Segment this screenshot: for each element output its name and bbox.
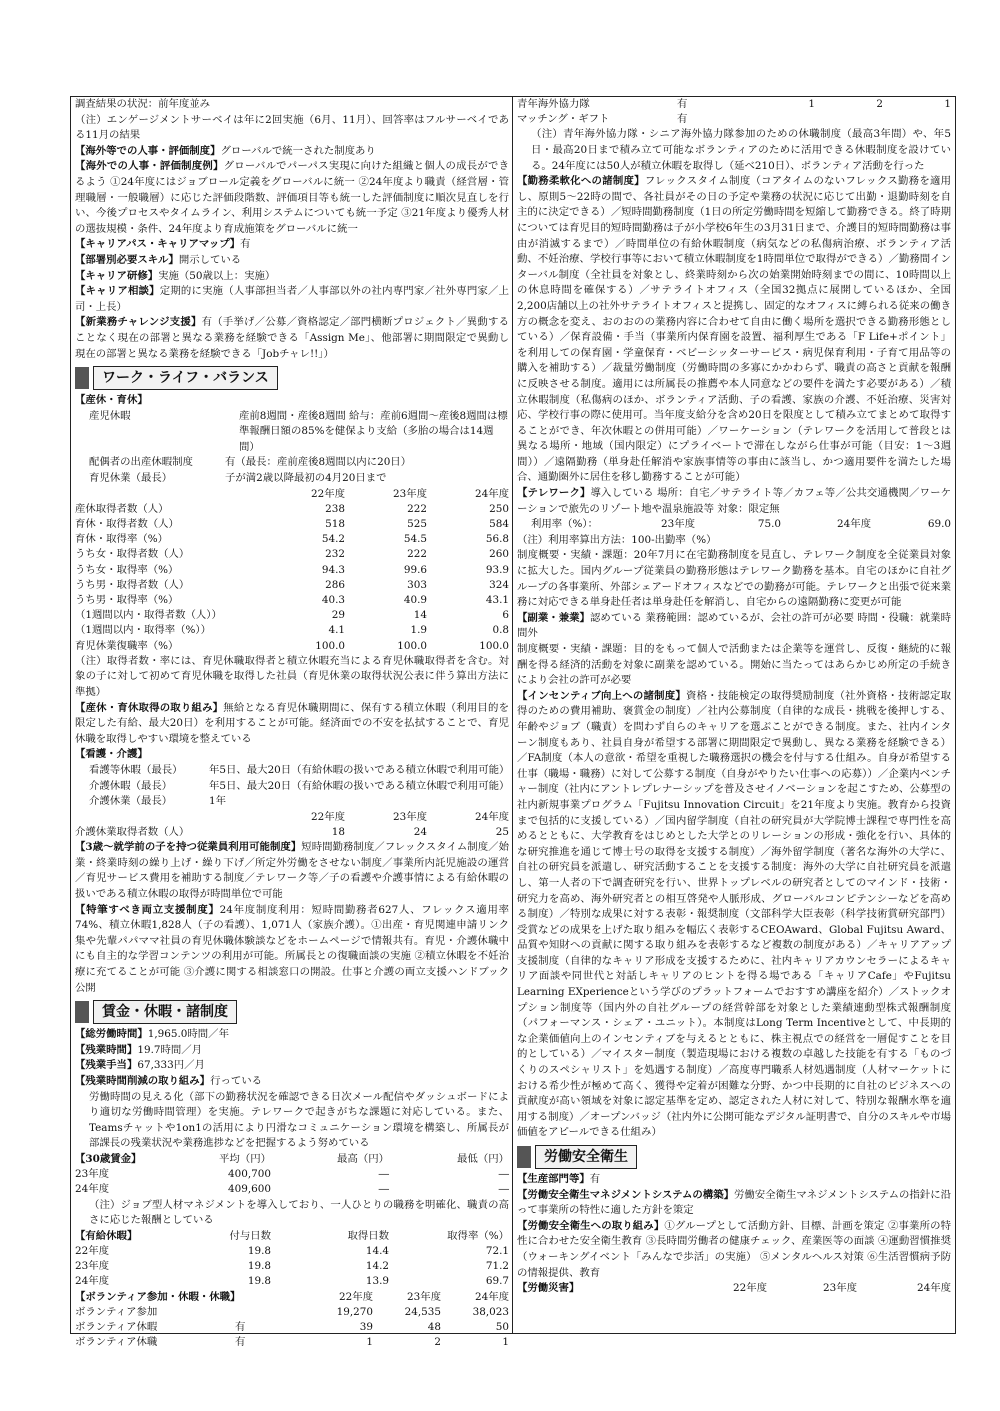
section-heading-safety: 労働安全衛生 <box>517 1145 951 1169</box>
career-consult: 【キャリア相談】定期的に実施（人事部担当者／人事部以外の社内専門家／社外専門家／上司・上長） <box>75 285 510 313</box>
flex-systems: 【勤務柔軟化への諸制度】フレックスタイム制度（コアタイムのないフレックス勤務を適用し、原則5〜22時の間で、各社員がその日の予定や業務の状況に応じて出勤・退勤時刻を自主的に決定できる）／短時間勤務制度（1日の所定労働時間を短縮して勤務できる。終了時期については育児目的短時間勤務は子が小学校6年生の3月31日まで、介護目的短時間勤務は事由が消滅するまで）／時間単位の有給休暇制度（病気などの私傷病治療、ボランティア活動、不妊治療、学校行事等において積立休暇制度を1時間単位で取得ができる）／勤務間インターバル制度（全社員を対象とし、終業時刻から次の始業開始時刻までの間に、10時間以上の休息時間を確保する）／サテライトオフィス（全国32拠点に展開しているほか、全国2,200店舗以上の社外サテライトオフィスと提携し、固定的なオフィスに縛られる従来の働き方の概念を変え、おのおのの業務内容に合わせて自由に働く場所を選択できる勤務形態としている）／保育設備・手当（事業所内保育園を設置、福利厚生である「F Life+ポイント」を利用しての保育園・学童保育・ベビーシッターサービス・病児保育利用・子育て用品等の購入を補助する）／裁量労働制度（労働時間の多寡にかかわらず、職責の高さと貢献を報酬に反映させる制度。適用には所属長の推薦や本人同意などの要件を満たす必要がある）／積立休暇制度（私傷病のほか、ボランティア活動、子の看護、家族の介護、不妊治療、災害対応、学校行事の際に使用可。当年度支給分を含め20日を限度として積み立てまとめて取得することができ、年次休暇との併用可能）／ワーケーション（テレワークを活用して普段とは異なる場所・地域（国内限定）にプライベートで滞在しながら仕事が可能（目安：1〜3週間））／遠隔勤務（単身赴任解消や家族事情等の事由に該当し、かつ適用要件を満たした場合、通勤圏外に居住を移し勤務することが可能） <box>517 175 952 484</box>
left-column <box>75 97 510 1349</box>
right-column <box>517 97 951 1333</box>
table-row: 23年度 19.8 14.2 71.2 <box>75 1260 509 1273</box>
overseas-hr: 【海外等での人事・評価制度】グローバルで統一された制度あり <box>75 144 376 157</box>
maternity-effort: 【産休・育休取得の取り組み】無給となる育児休職期間に、保有する積立休暇（利用目的を限定した有給、最大20日）を利用することが可能。経済面での不安を払拭することで、育児休職を取得しやすい環境を整えている <box>75 701 509 745</box>
table-row: 育児休業復職率（%） 100.0 100.0 100.0 <box>75 639 509 652</box>
care-row: 介護休暇（最長） 年5日、最大20日（有給休暇の扱いである積立休暇で利用可能） <box>89 779 510 792</box>
table-row: 育休・取得率（%） 54.2 54.5 56.8 <box>75 533 509 546</box>
volunteer-table-cont <box>517 97 951 127</box>
total-hours: 【総労働時間】1,965.0時間／年 <box>75 1028 229 1041</box>
overtime-reduce-text: 労働時間の見える化（部下の勤務状況を確認できる日次メール配信やダッシュボードにより適切な労働時間管理）を実施。テレワークで起きがちな課題に対応している。また、Teamsチャットや1on1の活用により円滑なコミュニケーション環境を構築し、所属長が部課長の残業状況や業務進捗などを把握するよう努めている <box>89 1090 509 1150</box>
safety-ms: 【労働安全衛生マネジメントシステムの構築】労働安全衛生マネジメントシステムの指針に沿って事業所の特性に適した方針を策定 <box>517 1188 951 1217</box>
care-row: 介護休業（最長） 1年 <box>89 795 227 808</box>
table-row: 24年度 409,600 ― ― <box>75 1183 509 1196</box>
paid-leave-table: 【有給休暇】 付与日数 取得日数 取得率（%） 22年度 19.8 14.4 72.1 23年度 19.8 14.2 71.2 24年度 19.8 13.9 69.7 <box>75 1229 509 1290</box>
new-challenge: 【新業務チャレンジ支援】有（手挙げ／公募／資格認定／部門横断プロジェクト／異動することなく現在の部署と異なる業務を経験できる「Assign Me」、他部署に期間限定で異動し現在の部署と異なる業務を経験できる「Jobチャレ!!」） <box>75 316 509 360</box>
table-row: マッチング・ギフト 有 <box>517 113 688 126</box>
table-row: うち男・取得者数（人） 286 303 324 <box>75 578 509 591</box>
maternity-note: （注）取得者数・率には、育児休職取得者と積立休暇充当による育児休職取得者を含む。対象の子に対して初めて育児休職を取得した社員（育児休業の取得状況公表に伴う算出方法に準拠） <box>75 654 509 699</box>
telework-desc: 制度概要・実績・課題：20年7月に在宅勤務制度を見直し、テレワーク制度を全従業員対象に拡大した。国内グループ従業員の勤務形態はテレワーク勤務を基本。自宅のほかに自社グループの各事業所、外部シェアードオフィスなどでの勤務が可能。テレワークと出張で従来業務に対応できる単身赴任者は単身赴任を解消し、自宅からの遠隔勤務に変更が可能 <box>517 549 951 609</box>
survey-status: 調査結果の状況：前年度並み <box>75 98 211 110</box>
section-bar-icon <box>75 1001 89 1023</box>
overtime-hours: 【残業時間】19.7時間／月 <box>75 1043 203 1056</box>
table-row: （1週間以内・取得者数（人）） 29 14 6 <box>75 609 509 622</box>
section-heading-wlb: ワーク・ライフ・バランス <box>75 366 509 390</box>
table-row: ボランティア休職 有 1 2 1 <box>75 1336 509 1349</box>
volunteer-table: 【ボランティア参加・休暇・休職】 22年度 23年度 24年度 ボランティア参加 19,270 24,535 38,023 ボランティア休暇 有 39 48 50 ボランティア休職 有 1 2 1 <box>75 1290 509 1351</box>
maternity-table-header: 22年度 23年度 24年度 <box>310 487 509 500</box>
overtime-reduce: 【残業時間削減の取り組み】行っている <box>75 1074 263 1087</box>
column-divider <box>512 97 513 1333</box>
section-heading-wage: 賃金・休暇・諸制度 <box>75 1000 509 1024</box>
maternity-leave: 産児休暇 産前8週間・産後8週間 給与：産前6週間〜産後8週間は標準報酬日額の85%を健保より支給（多胎の場合は14週間） <box>89 409 508 453</box>
table-row: （1週間以内・取得率（%）） 4.1 1.9 0.8 <box>75 624 509 637</box>
telework-rate: 利用率（%）： 23年度 75.0 24年度 69.0 <box>531 518 951 531</box>
table-row: 育休・取得者数（人） 518 525 584 <box>75 518 509 531</box>
maternity-table <box>75 487 509 654</box>
incentive-systems: 【インセンティブ向上への諸制度】資格・技能検定の取得奨励制度（社外資格・技術認定取得のための費用補助、褒賞金の制度）／社内公募制度（自律的な成長・挑戦を後押しする、年齢やジョブ（職責）を問わず自らのキャリアを選ぶことができる制度。また、社内インターン制度もあり、社員自身が希望する部署に期間限定で異動し、異なる業務を経験できる）／FA制度（本人の意欲・希望を重視した職務選択の機会を付与する仕組み。自身が希望する仕事（職場・職務）に対して公募する制度（自身がやりたい仕事への応募））／企業内ベンチャー制度（社内にアントレプレナーシップを普及させイノベーションを起こすため、公募型の社内新規事業プログラム「Fujitsu Innovation Circuit」を21年度より実施。教育から投資まで包括的に支援している）／国内留学制度（自社の研究員が大学院博士課程で専門性を高めるとともに、大学教育をはじめとした大学とのリレーションの形成・強化を行い、具体的な研究推進を通じて博士号の取得を支援する制度）／海外留学制度（著名な海外の大学に、自社の研究員を派遣し、研究活動することを支援する制度：海外の大学に自社研究員を派遣し、第一人者の下で調査研究を行い、世界トップレベルの研究者としてのマインド・技術・研究力を高め、海外研究者との相互啓発や人脈形成、グローバルコンピテンシーなどを高める制度）／特別な成果に対する表彰・報奨制度（文部科学大臣表彰（科学技術賞研究部門）受賞などの成果を上げた取り組みを幅広く表彰するCEOAward、Global Fujitsu Award、品質や知財への貢献に関する取り組みを表彰するなど複数の制度がある）／キャリアアップ支援制度（自律的なキャリア形成を支援するために、社内キャリアカウンセラーによるキャリア面談や同世代と対話しキャリアのヒントを得る場である「キャリアCafe」やFujitsu Learning EXperienceという学びのプラットフォームでおすすめ講座を紹介）／ストックオプション制度等（国内外の自社グループの経営幹部を対象とした業績連動型株式報酬制度（パフォーマンス・シェア・ユニット）。本制度はLong Term Incentiveとして、中長期的な企業価値向上のインセンティブを与えるとともに、株主視点での経営を一層促すことを目的としている）／マイスター制度（製造現場における複数の卓越した技能を有する「ものづくりのスペシャリスト」を処遇する制度）／高度専門職系人材処遇制度（人材マーケットにおける希少性が極めて高く、獲得や定着が困難な分野、かつ中長期的に自社のビジネスへの貢献度が高い領域を対象に認定基準を定め、認定された人材に対して、特別な報酬水準を適用する制度）／オープンバッジ（社内外に公開可能なデジタル証明書で、自分のスキルや市場価値をアピールできる仕組み） <box>517 689 952 1139</box>
safety-effort: 【労働安全衛生への取り組み】①グループとして活動方針、目標、計画を策定 ②事業所の特性に合わせた安全衛生教育 ③長時間労働者の健康チェック、産業医等の面談 ④運動習慣推奨（ウォーキングイベント「みんなで歩活」の実施） ⑤メンタルヘルス対策 ⑥生活習慣病予防の情報提供、教育 <box>517 1219 952 1279</box>
production-dept: 【生産部門等】有 <box>517 1173 601 1185</box>
table-row: ボランティア参加 19,270 24,535 38,023 <box>75 1305 509 1318</box>
spouse-leave: 配偶者の出産休暇制度 有（最長：産前産後8週間以内に20日） <box>89 456 412 469</box>
table-row: 24年度 19.8 13.9 69.7 <box>75 1275 509 1288</box>
table-row: 介護休業取得者数（人） 18 24 25 <box>75 826 509 839</box>
table-row: 23年度 400,700 ― ― <box>75 1168 509 1181</box>
career-training: 【キャリア研修】実施（50歳以上：実施） <box>75 269 276 282</box>
table-row: 青年海外協力隊 有 1 2 1 <box>517 98 951 110</box>
section-bar-icon <box>75 367 89 389</box>
wage30-note: （注）ジョブ型人材マネジメントを導入しており、一人ひとりの職務を明確化、職責の高さに応じた報酬としている <box>89 1198 509 1227</box>
care-table: 22年度 23年度 24年度 介護休業取得者数（人） 18 24 25 <box>75 810 509 840</box>
wage30-table: 【30歳賃金】 平均（円） 最高（円） 最低（円） 23年度 400,700 ― ― 24年度 409,600 ― ― <box>75 1152 509 1198</box>
volunteer-note: （注）青年海外協力隊・シニア海外協力隊参加のための休職制度（最高3年間）や、年5日・最高20日まで積み立て可能なボランティアのために活用できる休暇制度を設けている。24年度には50人が積立休暇を取得し（延べ210日）、ボランティア活動を行った <box>531 128 951 172</box>
special-support: 【特筆すべき両立支援制度】24年度制度利用：短時間勤務者627人、フレックス適用率74%、積立休暇1,828人（子の看護）、1,071人（家族介護）。①出産・育児関連申請リンク集や先輩パパママ社員の育児休職体験談などをホームページで情報共有。育児・介護休職中にも自主的な学習コンテンツの利用が可能。所属長との復職面談の実施 ②積立休暇を不妊治療に充てることが可能 ③介護に関する相談窓口の開設。仕事と介護の両立支援ハンドブック公開 <box>75 903 509 994</box>
section-bar-icon <box>517 1146 531 1168</box>
maternity-title: 【産休・育休】 <box>75 394 148 407</box>
telework: 【テレワーク】導入している 場所：自宅／サテライト等／カフェ等／公共交通機関／ワーケーションで旅先のリゾート地や温泉施設等 対象：限定無 <box>517 487 952 515</box>
care-title: 【看護・介護】 <box>75 748 148 761</box>
side-job-desc: 制度概要・実績・課題：目的をもって個人で活動または企業等を運営し、反復・継続的に報酬を得る経済的活動を対象に副業を認めている。開始に当たってはあらかじめ所定の手続きにより会社の許可が必要 <box>517 643 951 687</box>
care-row: 看護等休暇（最長） 年5日、最大20日（有給休暇の扱いである積立休暇で利用可能） <box>89 764 510 777</box>
table-row: ボランティア休暇 有 39 48 50 <box>75 1320 509 1333</box>
survey-note: （注）エンゲージメントサーベイは年に2回実施（6月、11月）、回答率はフルサーベイである11月の結果 <box>75 113 509 142</box>
table-row: 産休取得者数（人） 238 222 250 <box>75 502 509 515</box>
accident-table: 【労働災害】 22年度 23年度 24年度 <box>517 1282 951 1295</box>
dept-skill: 【部署別必要スキル】開示している <box>75 253 242 266</box>
career-path: 【キャリアパス・キャリアマップ】有 <box>75 238 251 251</box>
side-job: 【副業・兼業】認めている 業務範囲：認めているが、会社の許可が必要 時間・役職：就業時間外 <box>517 611 951 640</box>
table-row: うち女・取得者数（人） 232 222 260 <box>75 548 509 561</box>
telework-note: （注）利用率算出方法：100-出勤率（%） <box>517 533 717 546</box>
childcare-leave: 育児休業（最長） 子が満2歳以降最初の4月20日まで <box>89 472 387 485</box>
table-row: 22年度 19.8 14.4 72.1 <box>75 1244 509 1257</box>
overtime-pay: 【残業手当】67,333円／月 <box>75 1059 205 1072</box>
under3-systems: 【3歳〜就学前の子を持つ従業員利用可能制度】短時間勤務制度／フレックスタイム制度／始業・終業時刻の繰り上げ・繰り下げ／所定外労働をさせない制度／事業所内託児施設の運営／育児サービス費用を補助する制度／テレワーク等／子の看護や介護事情による有給休暇の扱いである積立休暇の取得が時間単位で可能 <box>75 841 509 901</box>
document-page <box>70 96 956 1349</box>
table-row: うち女・取得率（%） 94.3 99.6 93.9 <box>75 563 509 576</box>
overseas-hr-example: 【海外での人事・評価制度例】グローバルでパーパス実現に向けた組織と個人の成長ができるよう ①24年度にはジョブロール定義をグローバルに統一 ②24年度より職責（経営層・管理職層・一般職層）に応じた評価段階数、評価項目等も統一した評価制度に順次見直しを行い、今後プロセスやタイムライン、利用システムについても統一予定 ③21年度より優秀人材の選抜規模・条件、24年度より育成施策をグローバルに統一 <box>75 160 509 235</box>
table-row: うち男・取得率（%） 40.3 40.9 43.1 <box>75 594 509 607</box>
